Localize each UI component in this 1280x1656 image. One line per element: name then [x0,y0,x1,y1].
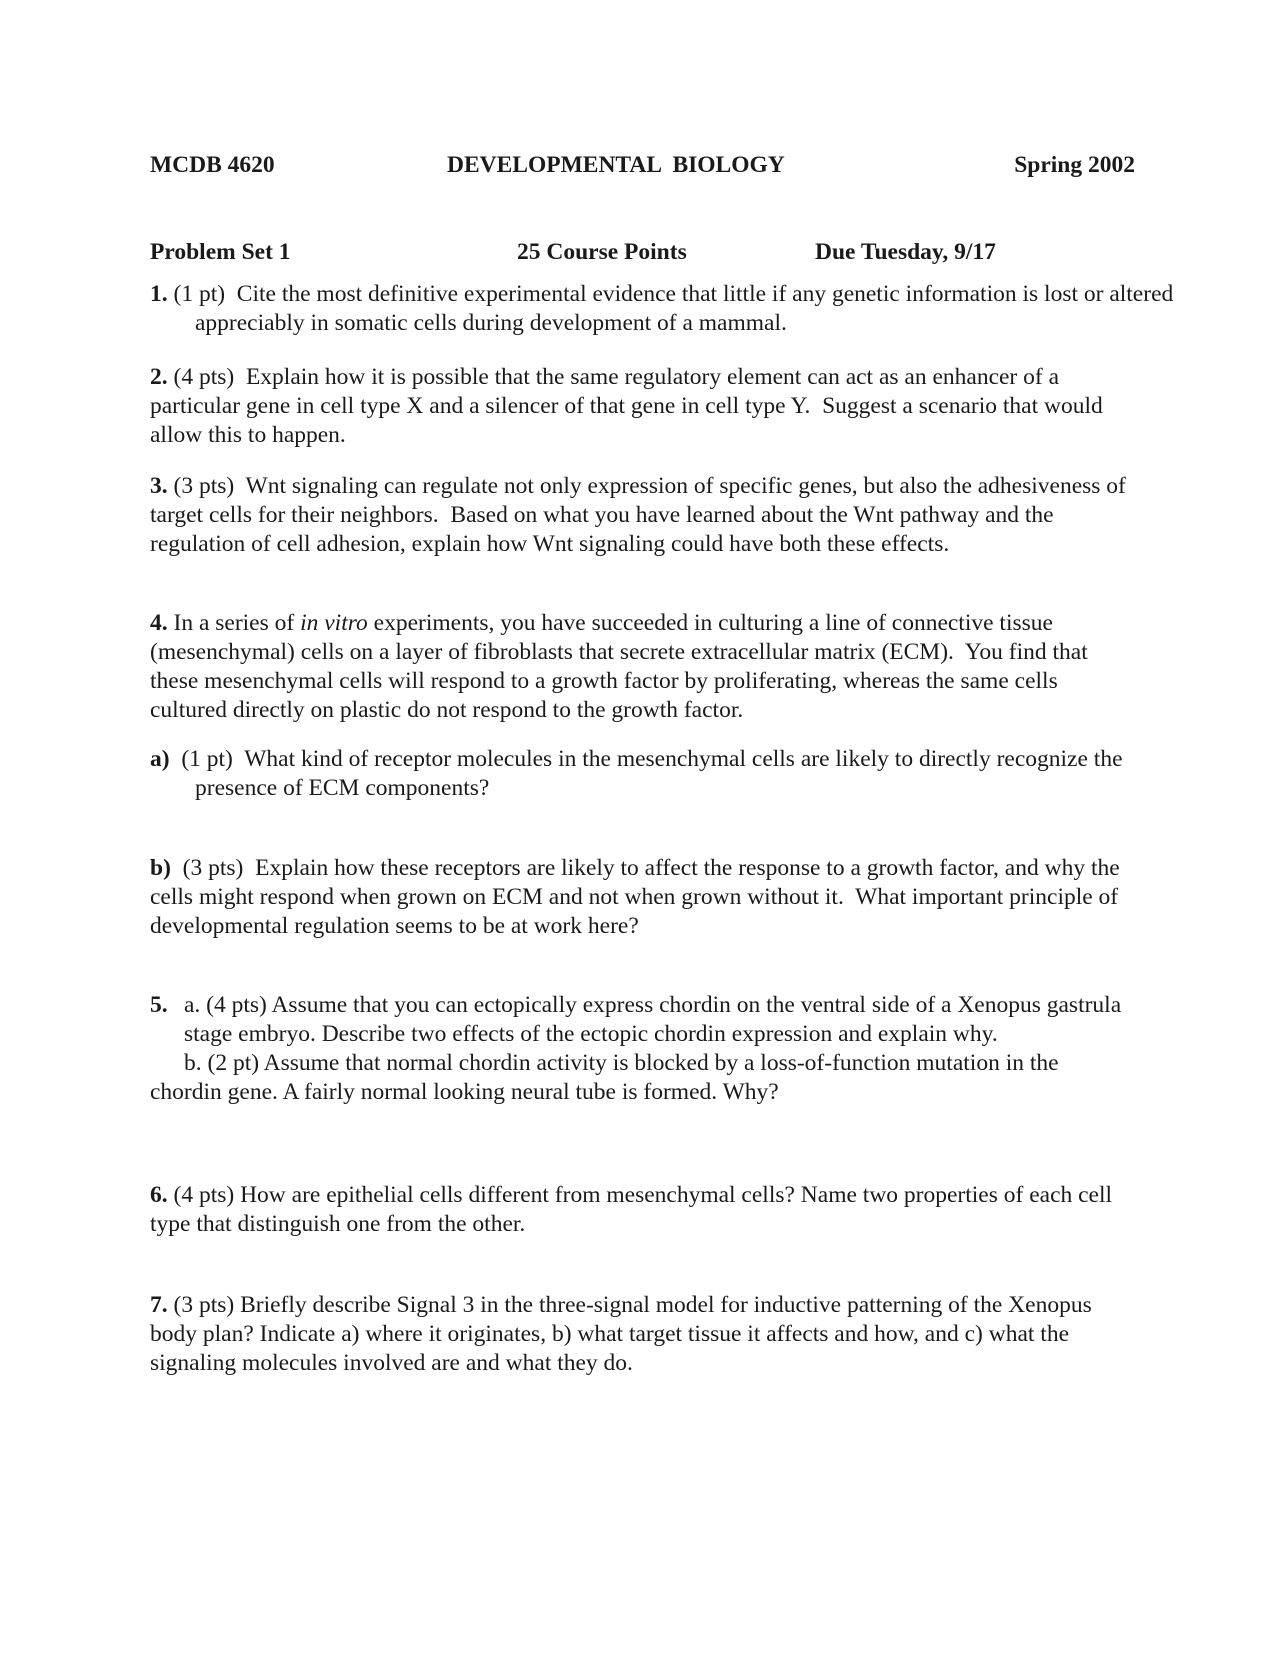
question-2 [150,363,1135,450]
question-4a [150,745,1180,803]
term: Spring 2002 [1014,152,1135,178]
question-7 [150,1291,1135,1378]
course-code: MCDB 4620 [150,152,275,178]
question-text-start: In a series of [167,610,301,636]
question-text: (1 pt) Cite the most definitive experimental evidence that little if any genetic information is lost or altered appreciably in somatic cells during development of a mammal. [167,281,1180,336]
course-points: 25 Course Points [517,239,687,265]
due-date: Due Tuesday, 9/17 [815,239,996,265]
problem-set-title: Problem Set 1 [150,239,291,265]
question-number: 5. [150,992,168,1018]
question-number: 7. [150,1292,168,1318]
question-number: 2. [150,364,168,390]
subquestion-label: b) [150,855,171,881]
subquestion-label: a) [150,746,170,772]
question-4 [150,609,1135,725]
question-5 [150,991,1135,1107]
question-3 [150,472,1135,559]
question-number: 1. [150,281,168,307]
question-4b [150,854,1135,941]
question-text-end: experiments, you have succeeded in culturing a line of connective tissue (mesenchymal) cells on a layer of fibroblasts that secrete extracellular matrix (ECM). You find that these mesenchymal cells will respond to a growth factor by proliferating, whereas the same cells cultured directly on plastic do not respond to the growth factor. [150,610,1094,723]
question-text: (4 pts) How are epithelial cells different from mesenchymal cells? Name two properties of each cell type that distinguish one from the other. [150,1182,1118,1237]
question-text-italic: in vitro [300,610,368,636]
question-number: 4. [150,610,168,636]
subquestion-text: (3 pts) Explain how these receptors are likely to affect the response to a growth factor, and why the cells might respond when grown on ECM and not when grown without it. What important principle of developmental regulation seems to be at work here? [150,855,1126,939]
subquestion-a-text: a. (4 pts) Assume that you can ectopically express chordin on the ventral side of a Xenopus gastrula stage embryo. Describe two effects of the ectopic chordin expression and explain why. [184,992,1122,1047]
question-text: (3 pts) Wnt signaling can regulate not only expression of specific genes, but also the adhesiveness of target cells for their neighbors. Based on what you have learned about the Wnt pathway and the regulation of cell adhesion, explain how Wnt signaling could have both these effects. [150,473,1132,557]
question-text: (3 pts) Briefly describe Signal 3 in the three-signal model for inductive patterning of the Xenopus body plan? Indicate a) where it originates, b) what target tissue it affects and how, and c) what the signaling molecules involved are and what they do. [150,1292,1098,1376]
question-number: 3. [150,473,168,499]
question-6 [150,1181,1135,1239]
subquestion-text: (1 pt) What kind of receptor molecules in the mesenchymal cells are likely to directly recognize the presence of ECM components? [169,746,1129,801]
question-number: 6. [150,1182,168,1208]
subquestion-b-text: b. (2 pt) Assume that normal chordin activity is blocked by a loss-of-function mutation in the chordin gene. A fairly normal looking neural tube is formed. Why? [150,1050,1059,1105]
course-title: DEVELOPMENTAL BIOLOGY [447,152,785,178]
question-text: (4 pts) Explain how it is possible that the same regulatory element can act as an enhancer of a particular gene in cell type X and a silencer of that gene in cell type Y. Suggest a scenario that would allow this to happen. [150,364,1109,448]
question-1 [150,280,1180,338]
